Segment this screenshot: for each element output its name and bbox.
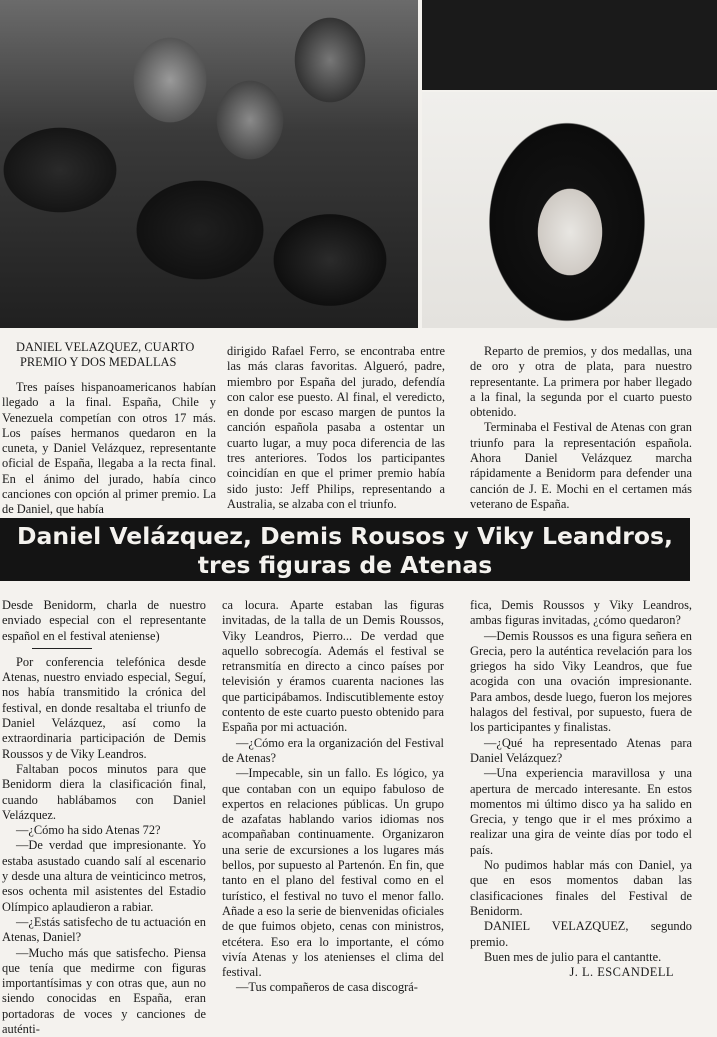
paragraph: Tres países hispanoamericanos habían llegado a la final. España, Chile y Venezuela competían con otros 17 más. Los países hermanos quedaron en la cuneta, y Daniel Velázquez, representante oficial de España, llegaba a la recta final. En el ánimo del jurado, había cinco canciones con opción al primer premio. La de Daniel, que había [2,380,216,517]
paragraph: dirigido Rafael Ferro, se encontraba entre las más claras favoritas. Algueró, padre, miembro por España del jurado, defendía con calor ese puesto. Al final, el veredicto, en donde por escaso margen de puntos la canción española pasaba a ostentar un cuarto lugar, a muy poca diferencia de las tres anteriores. Todos los participantes coincidían en que el primer premio había sido justo: Jeff Philips, representando a Australia, se alzaba con el triunfo. [227,344,445,511]
article-column-3 [470,344,692,512]
paragraph: —¿Estás satisfecho de tu actuación en Atenas, Daniel? [2,914,206,945]
paragraph: —Una experiencia maravillosa y una apertura de mercado interesante. En estos momentos mi último disco ya ha salido en Grecia, y tengo que ir el mes próximo a realizar una gira de veinte días por todo el país. [470,766,692,857]
article-column-5 [222,598,444,996]
caption-line-1: DANIEL VELAZQUEZ, CUARTO [16,340,195,354]
paragraph: —¿Cómo ha sido Atenas 72? [16,823,161,838]
paragraph: —De verdad que impresionante. Yo estaba asustado cuando salí al escenario y desde una altura de veinticinco metros, esos ochenta mil asistentes del Estadio Olímpico aplaudieron a rabiar. [2,838,206,914]
intro-text: Desde Benidorm, charla de nuestro enviado especial con el representante español en el festival ateniense) [2,598,206,643]
caption-line-2: PREMIO Y DOS MEDALLAS [20,355,177,369]
article-column-2 [227,344,445,512]
paragraph: —Mucho más que satisfecho. Piensa que tenía que medirme con figuras importantísimas y con otras que, aun no siendo conocidas en España, eran portadoras de voces y canciones de auténti- [2,945,206,1037]
article-column-6 [470,598,692,980]
paragraph: —Demis Roussos es una figura señera en Grecia, pero la auténtica revelación para los griegos ha sido Viky Leandros, que fue acogida con una ovación impresionante. Para ambos, desde luego, fueron los mejores halagos del festival, por supuesto, fuera de los participantes y finalistas. [470,628,692,735]
paragraph: No pudimos hablar más con Daniel, ya que en esos momentos daban las clasificaciones finales del Festival de Benidorm. [470,858,692,918]
paragraph: —¿Qué ha representado Atenas para Daniel Velázquez? [470,735,692,765]
headline-line-1: Daniel Velázquez, Demis Rousos y Viky Leandros, [17,522,673,550]
paragraph: —Tus compañeros de casa discográ- [236,980,418,995]
divider [32,648,92,649]
paragraph: —¿Cómo era la organización del Festival de Atenas? [222,735,444,765]
crowd-photo [0,0,418,328]
paragraph: Terminaba el Festival de Atenas con gran triunfo para la representación española. Ahora Daniel Velázquez marcha rápidamente a Benidorm para defender una canción de J. E. Mochi en el certamen más veterano de España. [470,420,692,511]
paragraph: DANIEL VELAZQUEZ, segundo premio. [470,919,692,949]
headline-band [0,518,690,581]
paragraph: Faltaban pocos minutos para que Benidorm diera la clasificación final, cuando hablábamos con Daniel Velázquez. [2,761,206,822]
author-signature: J. L. ESCANDELL [569,965,674,980]
paragraph: Buen mes de julio para el cantantte. [484,949,662,964]
article-column-4 [2,598,206,1037]
paragraph: fica, Demis Roussos y Viky Leandros, ambas figuras invitadas, ¿cómo quedaron? [470,598,692,628]
paragraph: ca locura. Aparte estaban las figuras invitadas, de la talla de un Demis Roussos, Viky Leandros, Pierro... De verdad que aquello sobrecogía. Además el festival se retransmitía en directo a cinco países por televisión y éramos cuarenta naciones las que participábamos. Indiscutiblemente estoy contento de este cuarto puesto obtenido para España por mi actuación. [222,598,444,735]
article-column-1 [2,340,216,518]
paragraph: Por conferencia telefónica desde Atenas, nuestro enviado especial, Seguí, nos había transmitido la crónica del festival, en donde resaltaba el triunfo de Daniel Velázquez, así como la extraordinaria participación de Demis Roussos y de Viky Leandros. [2,654,206,761]
paragraph: —Impecable, sin un fallo. Es lógico, ya que contaban con un equipo fabuloso de expertos en relaciones públicas. Un grupo de azafatas hablando varios idiomas nos acompañaban continuamente. Organizaron una serie de excursiones a los lugares más bellos, por supuesto al Partenón. En fin, que tanto en el plano del festival como en el turístico, el festival no tuvo el menor fallo. Añade a eso la serie de bienvenidas oficiales de que fuimos objeto, cenas con ministros, etcétera. Eso era lo importante, el cómo vivía Atenas y los atenienses el clima del festival. [222,766,444,980]
headline-line-2: tres figuras de Atenas [197,551,493,579]
paragraph: Reparto de premios, y dos medallas, una de oro y otra de plata, para nuestro representante. La primera por haber llegado a la final, la segunda por el cuarto puesto obtenido. [470,344,692,420]
dark-photo-strip [422,0,717,90]
portrait-photo [422,92,717,328]
